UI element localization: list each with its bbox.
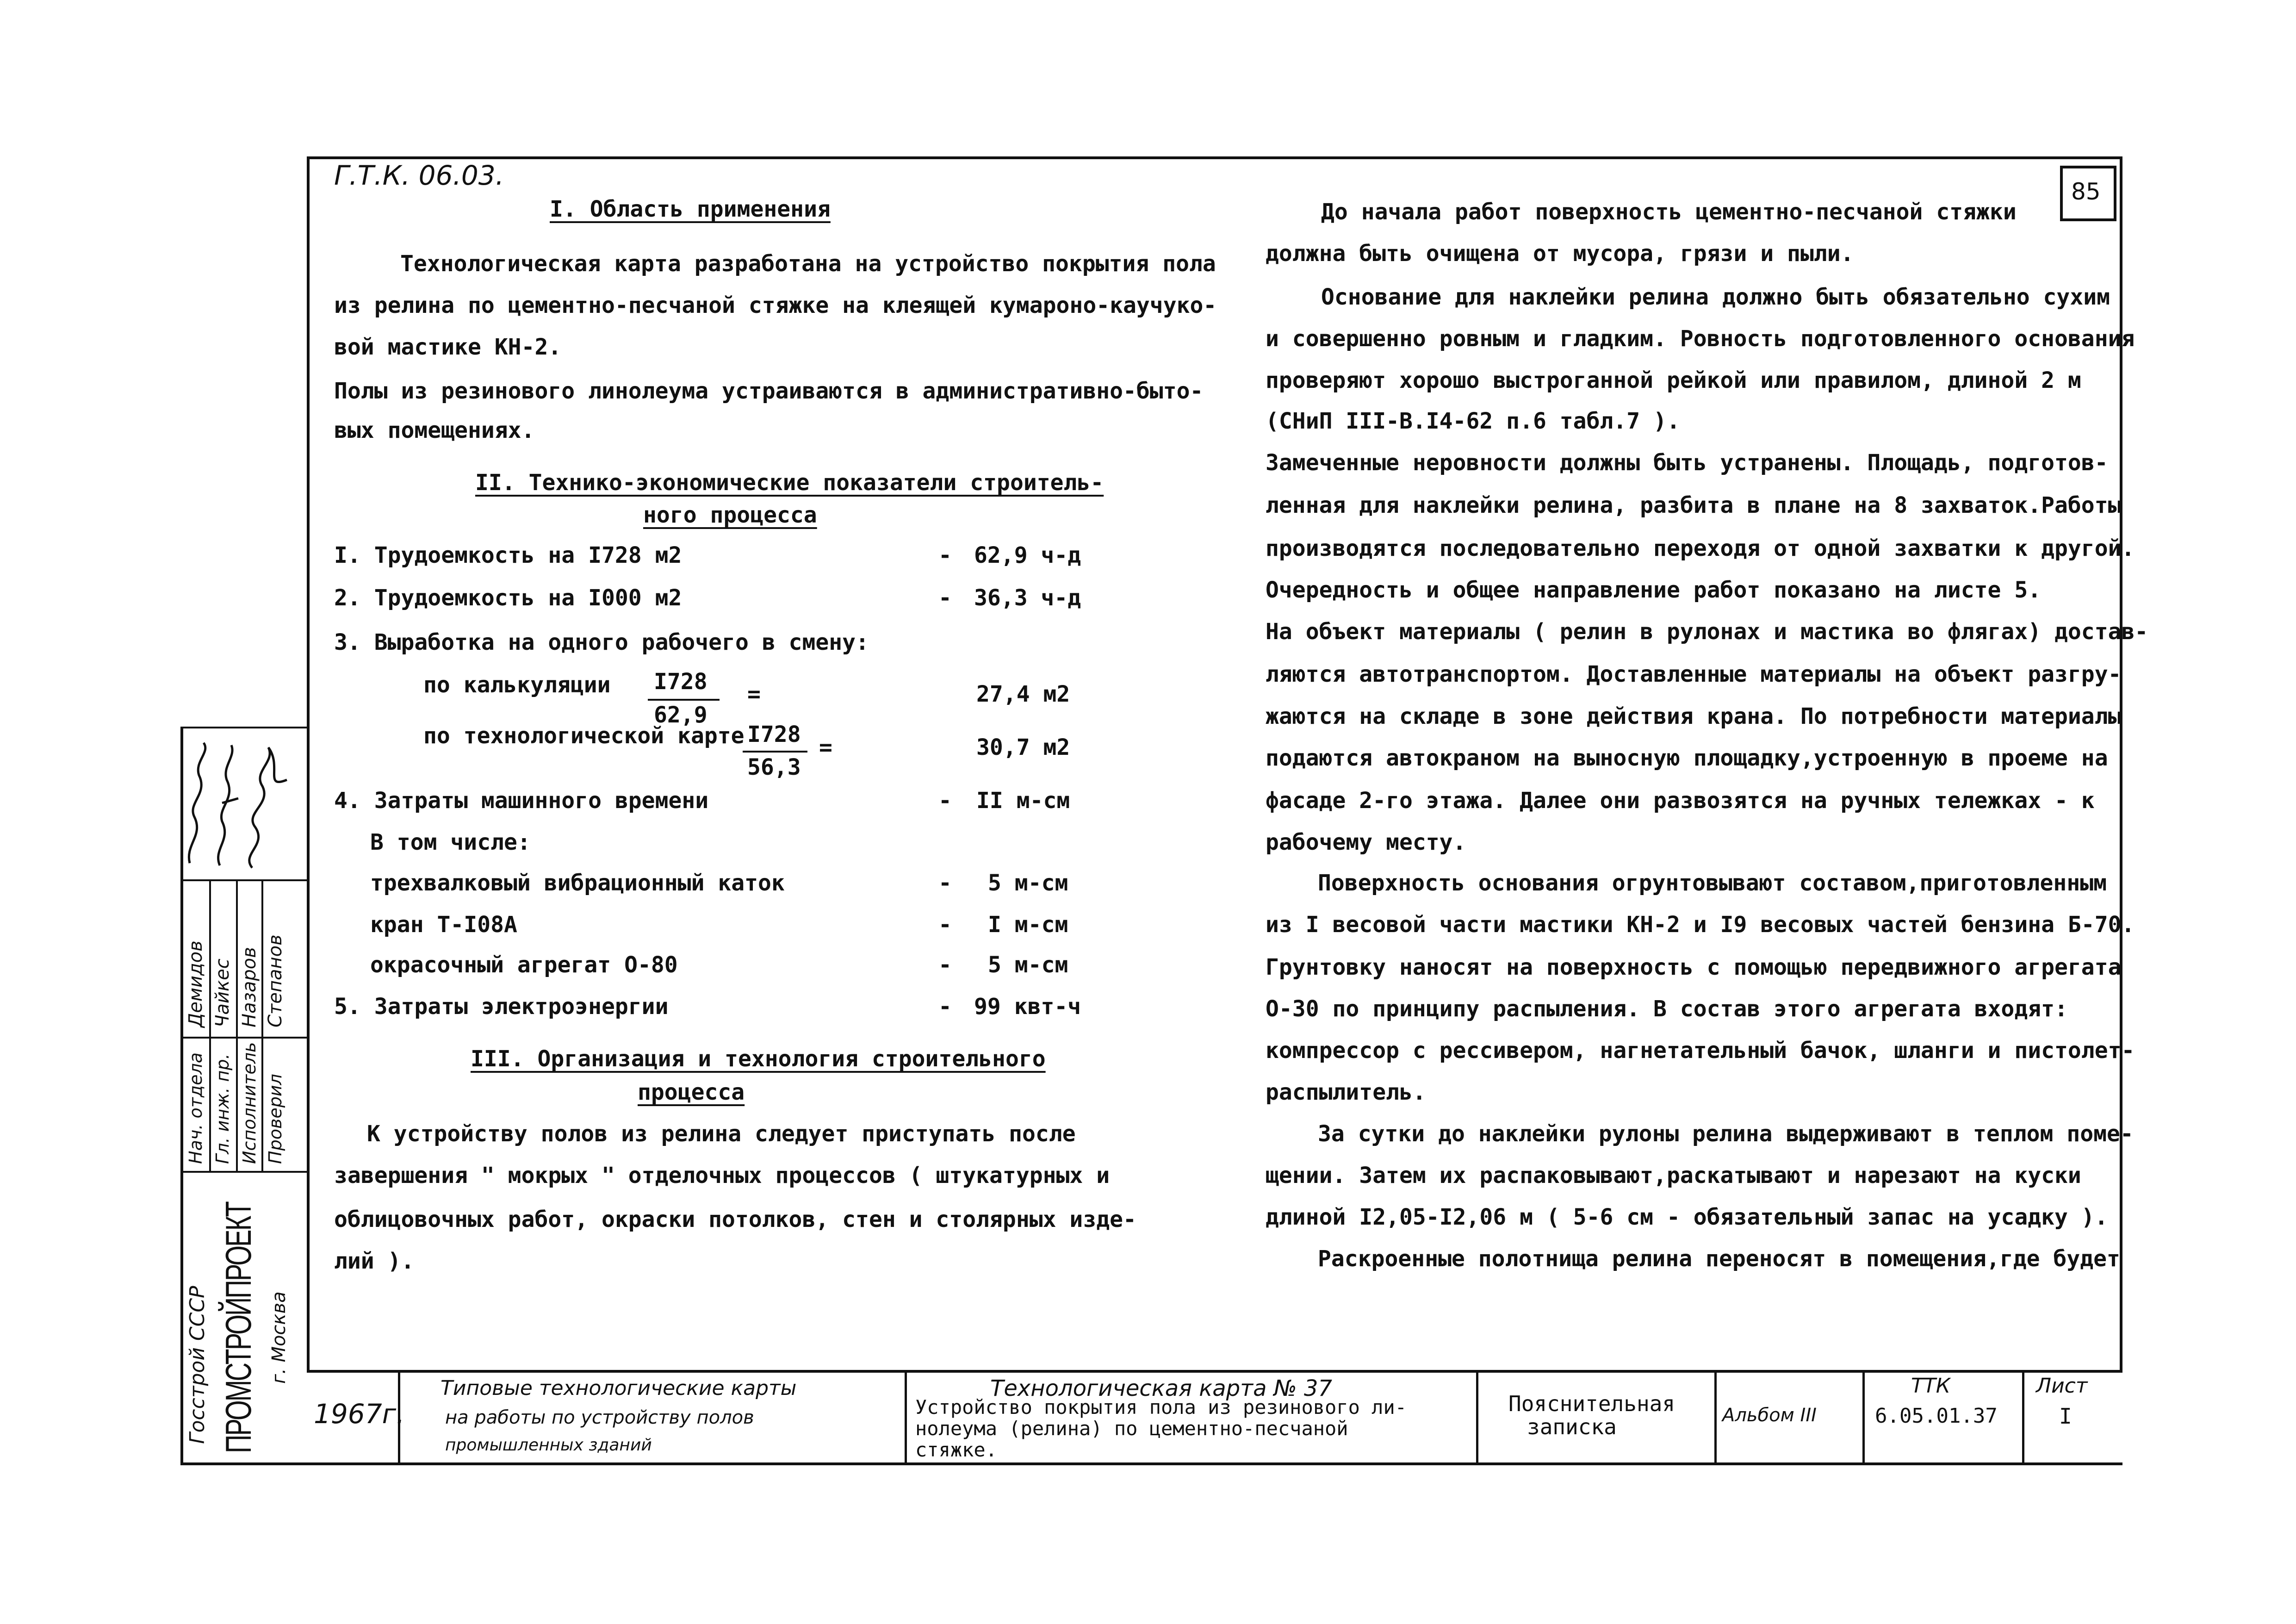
right-line: Очередность и общее направление работ показано на листе 5. <box>1266 577 2042 603</box>
section1-line: вой мастике КН-2. <box>334 334 562 360</box>
section1-line: Полы из резинового линолеума устраиваются в административно-быто- <box>334 378 1204 404</box>
titleblock-sheet-no: I <box>2059 1404 2072 1429</box>
stamp-name: Чайкес <box>212 958 233 1027</box>
calc-denominator: 62,9 <box>654 702 707 728</box>
indicator-label: 3. Выработка на одного рабочего в смену: <box>334 629 869 655</box>
signature-3 <box>249 747 287 868</box>
machine-value: 5 м-см <box>988 952 1068 978</box>
right-line: Грунтовку наносят на поверхность с помощью передвижного агрегата <box>1266 954 2122 980</box>
right-line: компрессор с рессивером, нагнетательный бачок, шланги и пистолет- <box>1266 1038 2135 1064</box>
titleblock-description: нолеума (релина) по цементно-песчаной <box>915 1417 1348 1440</box>
tb-div-6 <box>2022 1370 2024 1464</box>
indicator-value: 36,3 ч-д <box>974 585 1081 611</box>
right-line: фасаде 2-го этажа. Далее они развозятся на ручных тележках - к <box>1266 788 2095 814</box>
right-line: ляются автотранспортом. Доставленные материалы на объект разгру- <box>1266 661 2122 687</box>
titleblock-sheet-label: Лист <box>2036 1374 2088 1398</box>
indicator-dash: - <box>938 788 952 814</box>
tb-div-2 <box>905 1370 907 1464</box>
right-line: должна быть очищена от мусора, грязи и пыли. <box>1266 241 1854 267</box>
section1-title: I. Область применения <box>550 196 831 222</box>
indicator-dash: - <box>938 585 952 611</box>
frame-bottom <box>180 1462 2122 1465</box>
stamp-role: Нач. отдела <box>186 1052 206 1164</box>
including-label: В том числе: <box>370 829 531 855</box>
stamp-name: Степанов <box>265 934 286 1027</box>
titleblock-ttk-code: 6.05.01.37 <box>1875 1404 1998 1428</box>
titleblock-note: записка <box>1527 1414 1617 1439</box>
frame-left <box>307 156 310 1371</box>
calc-equals: = <box>819 734 832 760</box>
right-line: распылитель. <box>1266 1079 1426 1105</box>
machine-label: трехвалковый вибрационный каток <box>370 870 785 896</box>
indicator-dash: - <box>938 542 952 568</box>
machine-dash: - <box>938 912 952 938</box>
right-line: из I весовой части мастики КН-2 и I9 весовых частей бензина Б-70. <box>1266 912 2135 938</box>
stamp-org-ministry: Госстрой СССР <box>186 1286 209 1444</box>
right-line: проверяют хорошо выстроганной рейкой или правилом, длиной 2 м <box>1266 367 2081 393</box>
calc-value: 30,7 м2 <box>976 734 1070 760</box>
section3-title-cont: процесса <box>638 1079 745 1105</box>
tb-div-3 <box>1476 1370 1478 1464</box>
right-line: ленная для наклейки релина, разбита в плане на 8 захваток.Работы <box>1266 492 2122 518</box>
machine-value: 5 м-см <box>988 870 1068 896</box>
stamp-role: Проверил <box>265 1074 285 1164</box>
fraction-bar <box>648 699 720 701</box>
signature-2 <box>218 745 238 865</box>
right-line: и совершенно ровным и гладким. Ровность подготовленного основания <box>1266 326 2135 352</box>
stamp-name: Демидов <box>185 940 206 1027</box>
indicator-dash: - <box>938 994 952 1020</box>
indicator-label: 2. Трудоемкость на I000 м2 <box>334 585 682 611</box>
stamp-row-1 <box>180 879 307 881</box>
stamp-role: Исполнитель <box>239 1042 260 1164</box>
stamp-row-2 <box>180 1037 307 1039</box>
section1-line: вых помещениях. <box>334 417 535 443</box>
machine-label: кран Т-I08А <box>370 912 517 938</box>
right-line: жаются на складе в зоне действия крана. По потребности материалы <box>1266 703 2122 729</box>
stamp-col-3 <box>261 879 263 1171</box>
indicator-label: I. Трудоемкость на I728 м2 <box>334 542 682 568</box>
stamp-top <box>180 727 307 728</box>
right-line: Поверхность основания огрунтовывают составом,приготовленным <box>1318 870 2107 896</box>
indicator-value: 99 квт-ч <box>974 994 1081 1020</box>
right-line: (СНиП III-В.I4-62 п.6 табл.7 ). <box>1266 408 1680 434</box>
stamp-row-3 <box>180 1171 307 1173</box>
right-line: подаются автокраном на выносную площадку,устроенную в проеме на <box>1266 745 2108 771</box>
calc-numerator: I728 <box>747 722 801 747</box>
section3-line: К устройству полов из релина следует приступать после <box>367 1121 1076 1147</box>
frame-top <box>307 156 2122 159</box>
signature-1 <box>189 743 205 863</box>
titleblock-description: Устройство покрытия пола из резинового ли- <box>915 1396 1407 1419</box>
calc-numerator: I728 <box>654 669 707 695</box>
page-number: 85 <box>2071 178 2101 205</box>
section1-line: Технологическая карта разработана на устройство покрытия пола <box>400 251 1216 277</box>
titleblock-description: стяжке. <box>915 1438 998 1461</box>
calc-label: по калькуляции <box>423 672 611 698</box>
titleblock-series: промышленных зданий <box>445 1436 652 1455</box>
calc-denominator: 56,3 <box>747 754 801 780</box>
right-line: За сутки до наклейки рулоны релина выдерживают в теплом поме- <box>1318 1121 2134 1147</box>
indicator-value: II м-см <box>976 788 1070 814</box>
machine-dash: - <box>938 870 952 896</box>
titleblock-series: на работы по устройству полов <box>445 1407 754 1428</box>
stamp-org-institute: ПРОМСТРОЙПРОЕКТ <box>218 1202 259 1453</box>
calc-equals: = <box>747 681 761 707</box>
machine-value: I м-см <box>988 912 1068 938</box>
tb-div-4 <box>1714 1370 1717 1464</box>
titleblock-card-title: Технологическая карта № 37 <box>990 1375 1333 1401</box>
titleblock-album: Альбом III <box>1722 1405 1817 1426</box>
right-line: производятся последовательно переходя от одной захватки к другой. <box>1266 535 2135 561</box>
fraction-bar <box>743 751 807 753</box>
right-line: Раскроенные полотнища релина переносят в помещения,где будет <box>1318 1246 2120 1272</box>
right-line: Замеченные неровности должны быть устранены. Площадь, подготов- <box>1266 450 2108 476</box>
right-line: О-30 по принципу распыления. В состав этого агрегата входят: <box>1266 996 2068 1022</box>
right-line: До начала работ поверхность цементно-песчаной стяжки <box>1321 199 2017 225</box>
indicator-label: 4. Затраты машинного времени <box>334 788 709 814</box>
stamp-name: Назаров <box>239 947 260 1027</box>
section3-line: облицовочных работ, окраски потолков, стен и столярных изде- <box>334 1207 1136 1232</box>
section3-line: лий ). <box>334 1248 415 1274</box>
titleblock-top <box>307 1370 2122 1373</box>
titleblock-series: Типовые технологические карты <box>441 1376 797 1400</box>
section1-line: из релина по цементно-песчаной стяжке на клеящей кумароно-каучуко- <box>334 292 1217 318</box>
titleblock-note: Пояснительная <box>1508 1391 1675 1416</box>
right-line: длиной I2,05-I2,06 м ( 5-6 см - обязательный запас на усадку ). <box>1266 1204 2108 1230</box>
indicator-value: 62,9 ч-д <box>974 542 1081 568</box>
calc-label: по технологической карте <box>423 723 745 749</box>
right-line: рабочему месту. <box>1266 829 1466 855</box>
stamp-role: Гл. инж. пр. <box>212 1053 233 1164</box>
right-line: Основание для наклейки релина должно быть обязательно сухим <box>1321 284 2110 310</box>
right-line: На объект материалы ( релин в рулонах и мастика во флягах) достав- <box>1266 619 2148 645</box>
document-code: Г.Т.К. 06.03. <box>334 160 504 191</box>
signatures-image <box>176 734 301 872</box>
machine-label: окрасочный агрегат О-80 <box>370 952 678 978</box>
section2-title: II. Технико-экономические показатели строитель- <box>475 470 1104 496</box>
right-line: щении. Затем их распаковывают,раскатывают и нарезают на куски <box>1266 1163 2081 1188</box>
tb-div-5 <box>1862 1370 1865 1464</box>
titleblock-ttk-label: ТТК <box>1911 1374 1950 1398</box>
calc-value: 27,4 м2 <box>976 681 1070 707</box>
section3-title: III. Организация и технология строительного <box>471 1046 1046 1072</box>
titleblock-year: 1967г. <box>314 1398 405 1430</box>
stamp-org-city: г. Москва <box>268 1291 290 1384</box>
machine-dash: - <box>938 952 952 978</box>
section3-line: завершения " мокрых " отделочных процессов ( штукатурных и <box>334 1163 1110 1188</box>
indicator-label: 5. Затраты электроэнергии <box>334 994 669 1020</box>
section2-title-cont: ного процесса <box>643 502 817 528</box>
